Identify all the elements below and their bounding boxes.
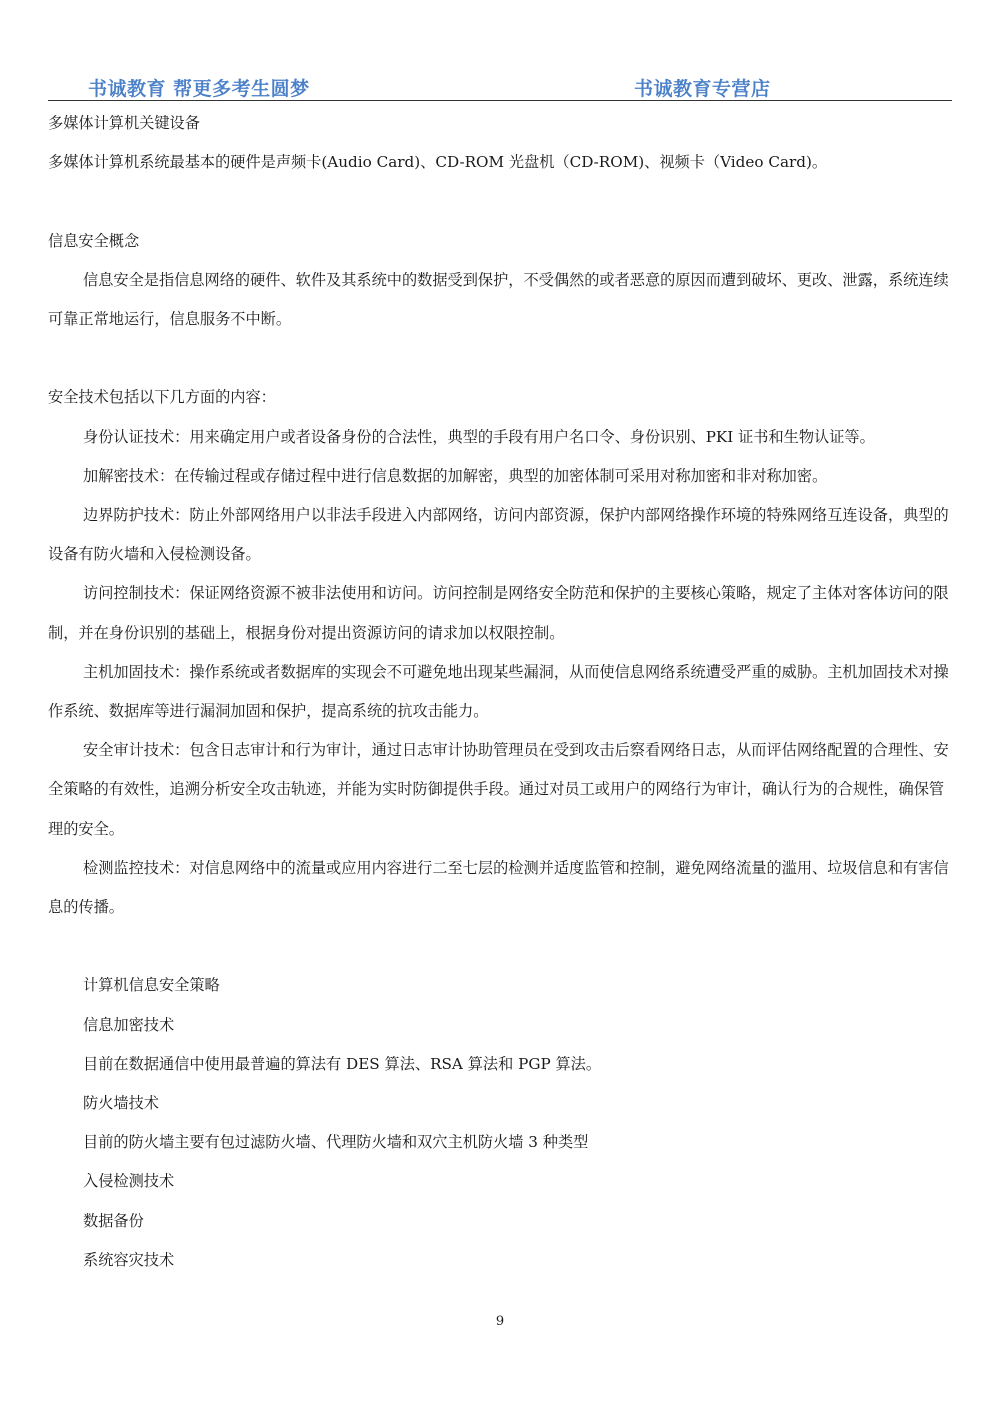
ids-heading: 入侵检测技术 <box>83 1172 175 1191</box>
document-body <box>48 104 954 1280</box>
spacer <box>48 927 954 966</box>
boundary-paragraph: 边界防护技术：防止外部网络用户以非法手段进入内部网络，访问内部资源，保护内部网络操作环境的特殊网络互连设备，典型的设备有防火墙和入侵检测设备。 <box>48 506 949 564</box>
multimedia-heading: 多媒体计算机关键设备 <box>48 114 200 132</box>
page-header <box>48 70 952 101</box>
infosec-heading: 信息安全概念 <box>48 231 140 250</box>
firewall-paragraph: 目前的防火墙主要有包过滤防火墙、代理防火墙和双穴主机防火墙 3 种类型 <box>83 1133 589 1152</box>
encryption-heading: 信息加密技术 <box>83 1015 175 1034</box>
infosec-paragraph: 信息安全是指信息网络的硬件、软件及其系统中的数据受到保护，不受偶然的或者恶意的原因而遭到破坏、更改、泄露，系统连续可靠正常地运行，信息服务不中断。 <box>48 270 949 328</box>
host-hardening-paragraph: 主机加固技术：操作系统或者数据库的实现会不可避免地出现某些漏洞，从而使信息网络系统遭受严重的威胁。主机加固技术对操作系统、数据库等进行漏洞加固和保护，提高系统的抗攻击能力。 <box>48 662 949 721</box>
header-store-name: 书诚教育专营店 <box>634 78 771 100</box>
spacer <box>48 339 954 378</box>
sectech-intro: 安全技术包括以下几方面的内容： <box>48 388 276 407</box>
encryption-paragraph: 目前在数据通信中使用最普遍的算法有 DES 算法、RSA 算法和 PGP 算法。 <box>83 1054 602 1073</box>
backup-heading: 数据备份 <box>83 1211 144 1230</box>
auth-paragraph: 身份认证技术：用来确定用户或者设备身份的合法性，典型的手段有用户名口令、身份识别、PKI 证书和生物认证等。 <box>83 427 875 446</box>
multimedia-paragraph: 多媒体计算机系统最基本的硬件是声频卡(Audio Card)、CD-ROM 光盘机（CD-ROM)、视频卡（Video Card)。 <box>48 153 828 172</box>
crypto-paragraph: 加解密技术：在传输过程或存储过程中进行信息数据的加解密，典型的加密体制可采用对称加密和非对称加密。 <box>83 466 828 485</box>
monitor-paragraph: 检测监控技术：对信息网络中的流量或应用内容进行二至七层的检测并适度监管和控制，避免网络流量的滥用、垃圾信息和有害信息的传播。 <box>48 858 949 917</box>
access-control-paragraph: 访问控制技术：保证网络资源不被非法使用和访问。访问控制是网络安全防范和保护的主要核心策略，规定了主体对客体访问的限制，并在身份识别的基础上，根据身份对提出资源访问的请求加以权限控制。 <box>48 584 949 642</box>
firewall-heading: 防火墙技术 <box>83 1094 159 1113</box>
spacer <box>48 182 954 221</box>
audit-paragraph: 安全审计技术：包含日志审计和行为审计，通过日志审计协助管理员在受到攻击后察看网络日志，从而评估网络配置的合理性、安全策略的有效性，追溯分析安全攻击轨迹，并能为实时防御提供手段。通过对员工或用户的网络行为审计，确认行为的合规性，确保管理的安全。 <box>48 741 949 838</box>
disaster-recovery-heading: 系统容灾技术 <box>83 1250 175 1269</box>
policy-heading: 计算机信息安全策略 <box>83 976 220 995</box>
page-number: 9 <box>495 1314 505 1329</box>
header-slogan: 书诚教育 帮更多考生圆梦 <box>88 78 310 100</box>
